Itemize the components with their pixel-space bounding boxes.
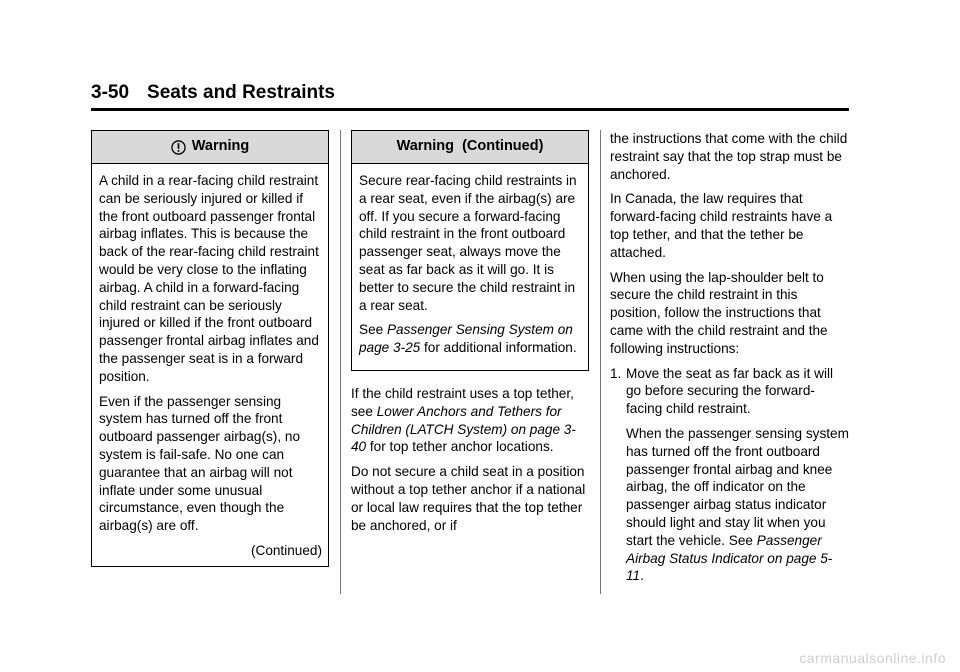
warning-paragraph: A child in a rear-facing child restraint can be seriously injured or killed if the front outboard passenger frontal airbag inflates. This is because the back of the rear-facing child restraint would be very close to the inflating airbag. A child in a forward-facing child restraint can be seriously injured or killed if the front outboard passenger frontal airbag inflates and the passenger seat is in a forward position. [99, 173, 319, 384]
page-header [91, 82, 849, 111]
instruction-list [610, 365, 850, 586]
warning-box-continued [351, 130, 589, 371]
step-note [626, 425, 850, 585]
body-paragraph: the instructions that come with the child restraint say that the top strap must be anchored. [610, 131, 848, 182]
see-reference [359, 321, 582, 357]
page-number: 3-50 [91, 82, 130, 103]
watermark-brand: carmanualsonline.info [799, 650, 946, 666]
see-suffix: for additional information. [420, 340, 577, 356]
column-divider-2 [600, 130, 601, 594]
warning-paragraph: Even if the passenger sensing system has turned off the front outboard passenger airbag(s), no system is fail-safe. No one can guarantee that an airbag will not inflate under some unusual circumstance, even though the airbag(s) are off. [99, 393, 301, 534]
text-prefix: If the child restraint uses a top tether, see [351, 385, 574, 419]
note-prefix: When the passenger sensing system has turned off the front outboard passenger frontal airbag and knee airbag, the off indicator on the passenger airbag status indicator should light and stay lit when you start the vehicle. See [626, 425, 849, 548]
warning-header [92, 131, 328, 164]
body-paragraph: When using the lap-shoulder belt to secure the child restraint in this position, follow the instructions that came with the child restraint and the following instructions: [610, 269, 828, 356]
cross-reference-link[interactable]: Lower Anchors and Tethers for Children (LATCH System) on page 3-40 [351, 403, 576, 455]
step-number: 1. [610, 365, 622, 381]
column-divider-1 [340, 130, 341, 594]
cross-reference-link[interactable]: Passenger Airbag Status Indicator on page 5-11 [626, 532, 833, 584]
column-2 [351, 130, 589, 541]
warning-box [91, 130, 329, 567]
section-title: Seats and Restraints [147, 82, 335, 103]
body-paragraph: In Canada, the law requires that forward-facing child restraints have a top tether, and that the tether be attached. [610, 191, 833, 260]
see-prefix: See [359, 322, 387, 338]
text-suffix: for top tether anchor locations. [366, 439, 554, 455]
warning-paragraph: Secure rear-facing child restraints in a rear seat, even if the airbag(s) are off. If you secure a forward-facing child restraint in the front outboard passenger seat, always move the seat as far back as it will go. It is better to secure the child restraint in a rear seat. [359, 173, 577, 313]
body-paragraph [351, 385, 589, 456]
warning-title: Warning (Continued) [396, 138, 544, 155]
list-item [610, 365, 850, 586]
column-3 [610, 130, 850, 592]
step-text: Move the seat as far back as it will go before securing the forward-facing child restraint. [626, 365, 834, 417]
cross-reference-link[interactable]: Passenger Sensing System on page 3-25 [359, 322, 573, 356]
continued-label: (Continued) [250, 542, 322, 558]
column-1 [91, 130, 329, 567]
warning-body [92, 164, 328, 566]
warning-title: Warning [191, 138, 250, 155]
warning-icon [171, 140, 186, 155]
warning-header [352, 131, 588, 164]
body-paragraph: Do not secure a child seat in a position without a top tether anchor if a national or local law requires that the top tether be anchored, or if [351, 464, 586, 533]
warning-body [352, 164, 588, 370]
note-suffix: . [640, 568, 644, 584]
